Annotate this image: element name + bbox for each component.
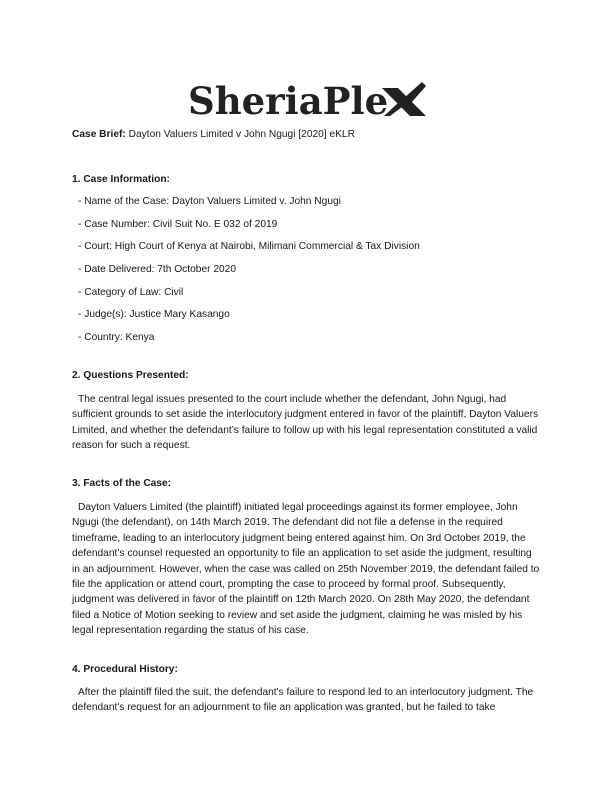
info-case-name: - Name of the Case: Dayton Valuers Limited v. John Ngugi [78, 195, 341, 207]
info-case-number: - Case Number: Civil Suit No. E 032 of 2019 [78, 218, 278, 230]
case-information-list [72, 194, 542, 346]
info-country: - Country: Kenya [78, 332, 155, 344]
procedural-history-text: After the plaintiff filed the suit, the defendant's failure to respond led to an interlocutory judgment. The defendant's request for an adjournment to file an application was granted, but he failed to take [72, 686, 534, 714]
section-heading-facts: 3. Facts of the Case: [72, 478, 172, 490]
logo-graphic [186, 76, 426, 122]
questions-presented-text: The central legal issues presented to the court include whether the defendant, John Ngugi, had sufficient grounds to set aside the interlocutory judgment entered in favor of the plaintiff, Dayton Valuers Limited, and whether the defendant’s failure to follow up with his legal representation constituted a valid reason for such a request. [72, 393, 539, 452]
info-court: - Court: High Court of Kenya at Nairobi, Milimani Commercial & Tax Division [78, 241, 420, 253]
logo-wordmark: SheriaPle [188, 79, 389, 122]
info-judges: - Judge(s): Justice Mary Kasango [78, 309, 230, 321]
logo-x-mark [382, 82, 426, 116]
case-brief-title [72, 127, 542, 142]
case-brief-name: Dayton Valuers Limited v John Ngugi [2020] eKLR [125, 129, 355, 140]
section-heading-questions-presented: 2. Questions Presented: [72, 370, 189, 382]
sheriaplex-logo [0, 76, 612, 124]
facts-text: Dayton Valuers Limited (the plaintiff) initiated legal proceedings against its former employee, John Ngugi (the defendant), on 14th March 2019. The defendant did not file a defense in the required timeframe, leading to an interlocutory judgment being entered against him. On 3rd October 2019, the defendant’s counsel requested an opportunity to file an application to set aside the judgment, resulting in an adjournment. However, when the case was called on 25th November 2019, the defendant failed to file the application or attend court, prompting the case to proceed by formal proof. Subsequently, judgment was delivered in favor of the plaintiff on 12th March 2020. On 28th May 2020, the defendant filed a Notice of Motion seeking to review and set aside the judgment, claiming he was misled by his legal representation regarding the status of his case. [72, 501, 540, 637]
case-brief-label: Case Brief: [72, 129, 126, 140]
section-heading-case-information: 1. Case Information: [72, 174, 170, 186]
section-heading-procedural-history: 4. Procedural History: [72, 663, 178, 675]
info-date-delivered: - Date Delivered: 7th October 2020 [78, 263, 236, 275]
case-brief-document [72, 127, 542, 716]
info-category-of-law: - Category of Law: Civil [78, 286, 184, 298]
